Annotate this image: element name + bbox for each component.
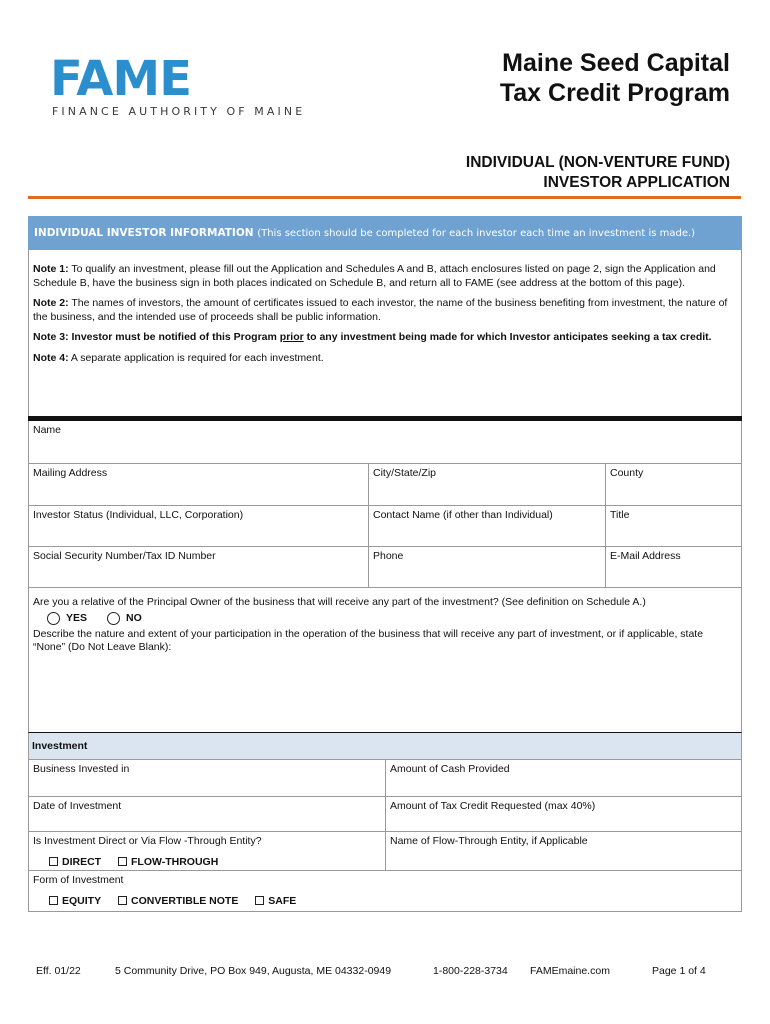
name-field[interactable]: Name (33, 424, 62, 436)
footer-address: 5 Community Drive, PO Box 949, Augusta, ME 04332-0949 (115, 965, 392, 977)
note-3: Note 3: Investor must be notified of this Program prior to any investment being made for which Investor anticipates seeking a tax credit. (33, 331, 712, 343)
footer-effective-date: Eff. 01/22 (36, 965, 81, 977)
safe-checkbox[interactable] (255, 896, 264, 905)
direct-or-flow-field (29, 832, 385, 870)
footer-page-number: Page 1 of 4 (652, 965, 706, 977)
section-heading-note: (This section should be completed for each investor each time an investment is made.) (257, 228, 696, 239)
direct-option[interactable]: DIRECT (49, 856, 101, 869)
mailing-address-field[interactable]: Mailing Address (33, 467, 108, 479)
describe-question: Describe the nature and extent of your participation in the operation of the business that will receive any part of investment, or if applicable, state “None” (Do Not Leave Blank): (33, 628, 704, 653)
program-title (500, 48, 730, 108)
tax-credit-field[interactable]: Amount of Tax Credit Requested (max 40%) (385, 797, 741, 831)
yes-radio[interactable] (47, 612, 60, 625)
business-invested-field[interactable]: Business Invested in (33, 763, 130, 775)
cash-provided-field[interactable]: Amount of Cash Provided (385, 760, 741, 796)
email-field[interactable]: E-Mail Address (605, 547, 741, 587)
yes-label: YES (66, 612, 88, 624)
section-heading: INDIVIDUAL INVESTOR INFORMATION (34, 227, 254, 239)
footer-website[interactable]: FAMEmaine.com (530, 965, 610, 977)
form-subtitle-line2: INVESTOR APPLICATION (543, 174, 730, 191)
direct-question: Is Investment Direct or Via Flow -Through Entity? (33, 835, 262, 847)
relative-question: Are you a relative of the Principal Owner of the business that will receive any part of the investment? (See definition on Schedule A.) (33, 596, 646, 608)
flow-through-checkbox[interactable] (118, 857, 127, 866)
footer-phone: 1-800-228-3734 (433, 965, 508, 977)
safe-option[interactable]: SAFE (255, 895, 296, 908)
contact-name-field[interactable]: Contact Name (if other than Individual) (368, 506, 605, 546)
title-field[interactable]: Title (605, 506, 741, 546)
investor-status-field[interactable]: Investor Status (Individual, LLC, Corporation) (33, 509, 244, 521)
row-status (28, 506, 742, 547)
investment-header: Investment (28, 733, 742, 760)
fame-logo (50, 51, 306, 123)
convertible-note-checkbox[interactable] (118, 896, 127, 905)
form-of-investment-field (29, 871, 741, 911)
page-footer (0, 965, 770, 981)
equity-checkbox[interactable] (49, 896, 58, 905)
program-title-line2: Tax Credit Program (499, 79, 730, 107)
no-radio[interactable] (107, 612, 120, 625)
form-subtitle (466, 153, 730, 193)
row-date (28, 797, 742, 832)
form-subtitle-line1: INDIVIDUAL (NON-VENTURE FUND) (465, 154, 730, 171)
investment-date-field[interactable]: Date of Investment (33, 800, 122, 812)
note-2: Note 2: The names of investors, the amount of certificates issued to each investor, the name of the business benefiting from investment, the nature of the business, and the intended use of proceeds shall be public information. (33, 297, 728, 323)
relative-radio-group (47, 612, 737, 625)
city-state-zip-field[interactable]: City/State/Zip (368, 464, 605, 505)
logo-wordmark: FAME (50, 51, 191, 107)
county-field[interactable]: County (605, 464, 741, 505)
row-business (28, 760, 742, 797)
note-1: Note 1: To qualify an investment, please fill out the Application and Schedules A and B, attach enclosures listed on page 2, sign the Application and Schedule B, have the business sign in both places indicated on Schedule B, and return all to FAME (see address at the bottom of this page). (33, 263, 716, 289)
row-relative (28, 588, 742, 733)
section-header (28, 216, 742, 250)
row-mailing (28, 464, 742, 506)
orange-divider (28, 196, 741, 199)
row-ssn (28, 547, 742, 588)
phone-field[interactable]: Phone (368, 547, 605, 587)
program-title-line1: Maine Seed Capital (502, 49, 730, 77)
convertible-note-option[interactable]: CONVERTIBLE NOTE (118, 895, 238, 908)
no-label: NO (126, 612, 142, 624)
notes-block (28, 250, 742, 416)
describe-answer-area[interactable] (33, 654, 737, 724)
flow-through-option[interactable]: FLOW-THROUGH (118, 856, 218, 869)
direct-checkbox[interactable] (49, 857, 58, 866)
form-of-investment-label: Form of Investment (33, 874, 124, 886)
relative-block (29, 588, 741, 732)
row-direct (28, 832, 742, 871)
investor-form (28, 216, 742, 907)
ssn-field[interactable]: Social Security Number/Tax ID Number (33, 550, 216, 562)
note-4: Note 4: A separate application is required for each investment. (33, 351, 324, 364)
equity-option[interactable]: EQUITY (49, 895, 101, 908)
logo-subtitle: FINANCE AUTHORITY OF MAINE (52, 105, 306, 118)
flow-through-name-field[interactable]: Name of Flow-Through Entity, if Applicable (385, 832, 741, 870)
row-form-of-investment (28, 871, 742, 912)
row-name (28, 421, 742, 464)
